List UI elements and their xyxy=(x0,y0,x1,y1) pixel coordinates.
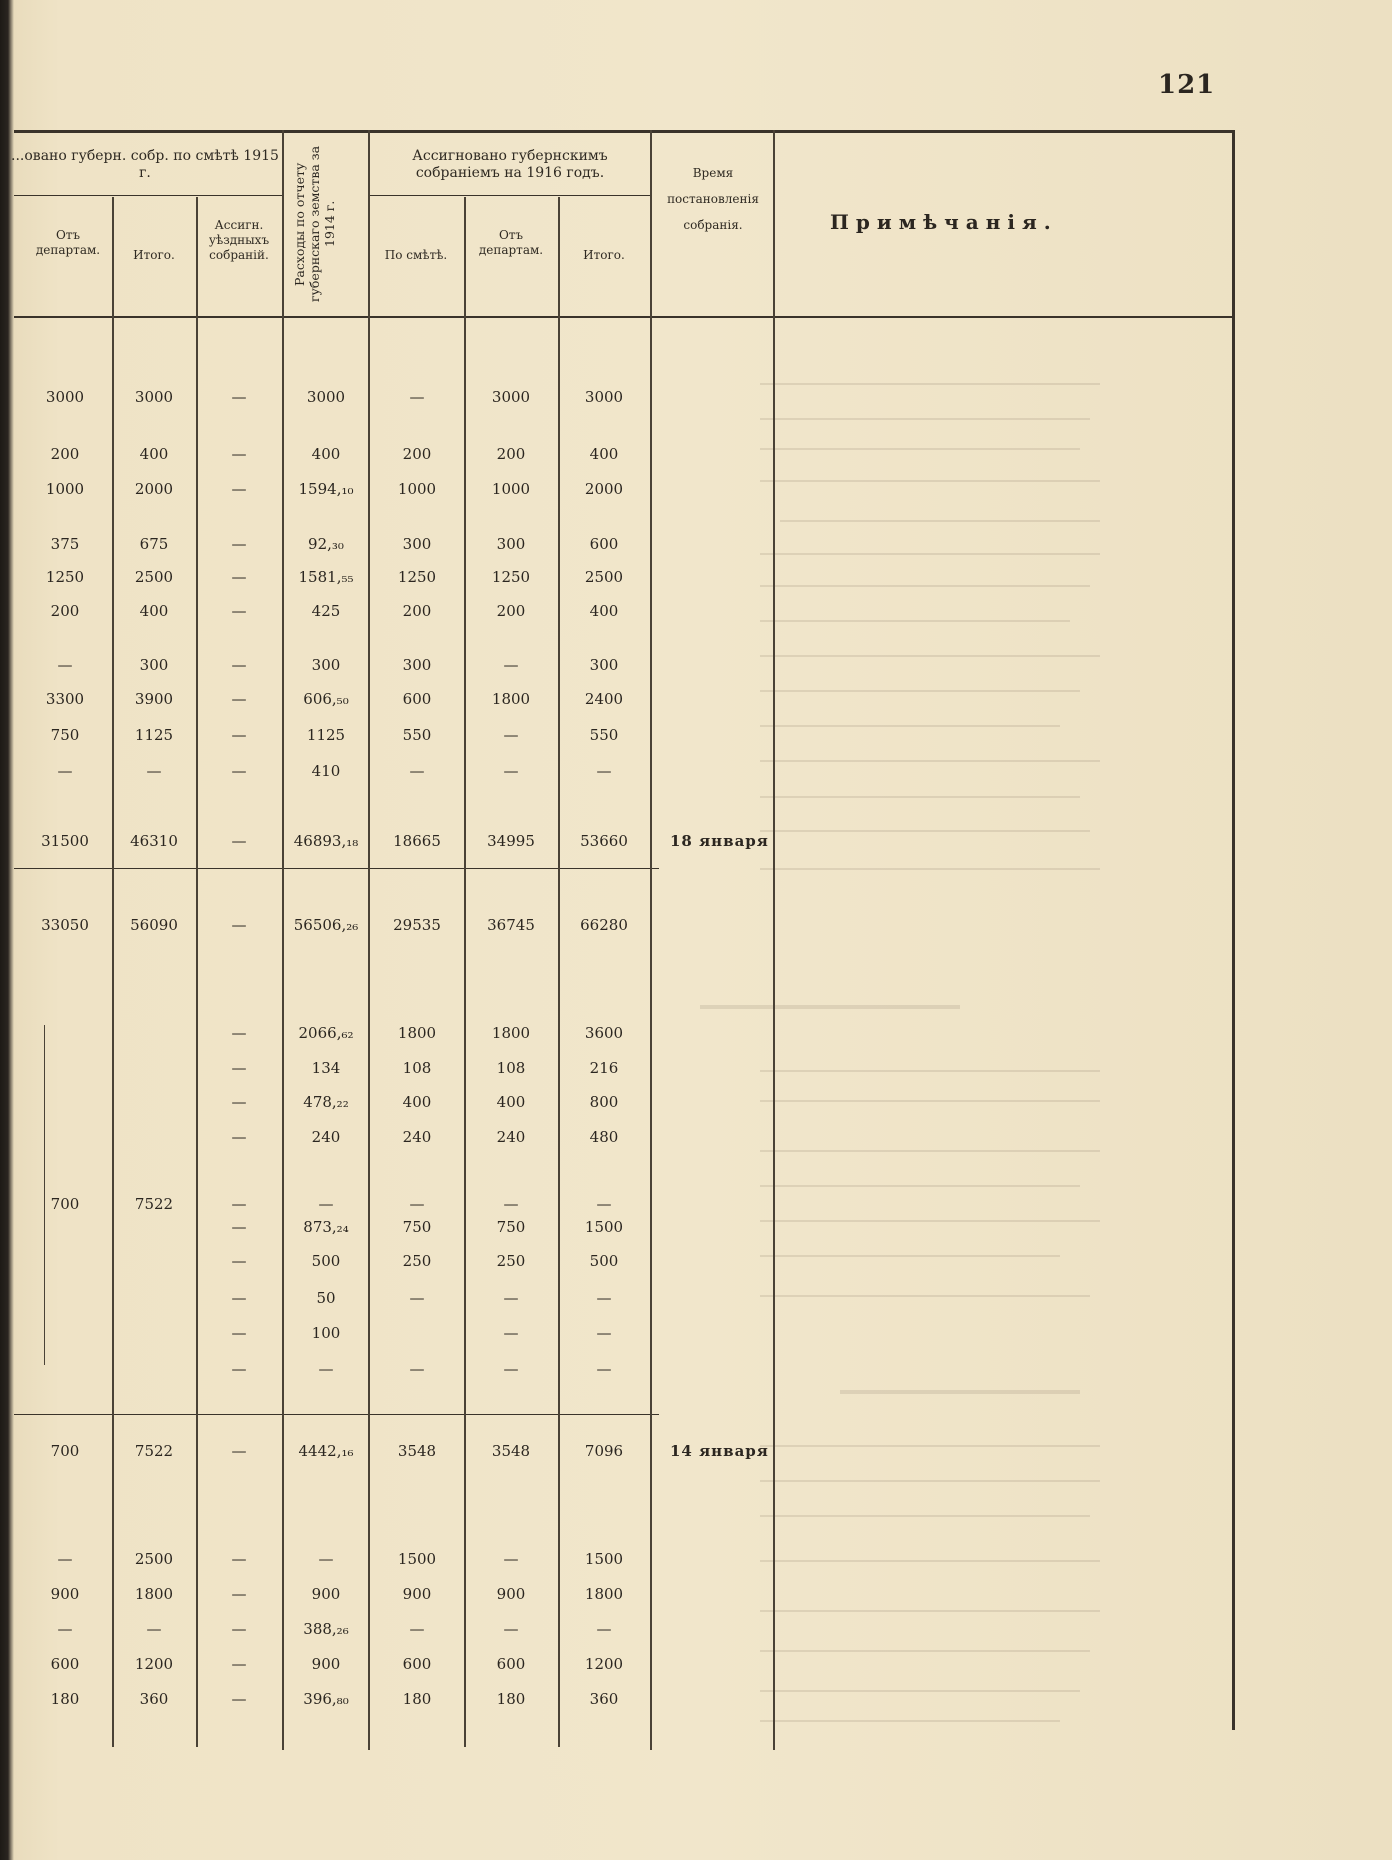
table-cell-e: 900 xyxy=(402,1585,432,1603)
table-cell-g: — xyxy=(596,1195,612,1213)
table-cell-c: — xyxy=(231,1585,247,1603)
table-cell-f: 240 xyxy=(496,1128,526,1146)
table-cell-e: 550 xyxy=(402,726,432,744)
table-cell-e: 300 xyxy=(402,656,432,674)
table-cell-g: 550 xyxy=(589,726,619,744)
table-cell-f: 1800 xyxy=(491,1024,531,1042)
table-cell-b: — xyxy=(146,762,162,780)
table-cell-d: 500 xyxy=(311,1252,341,1270)
table-cell-d: 46893,₁₈ xyxy=(293,832,359,850)
table-cell-e: — xyxy=(409,1360,425,1378)
table-cell-b: 46310 xyxy=(130,832,178,850)
table-cell-d: 388,₂₆ xyxy=(303,1620,349,1638)
table-cell-a: — xyxy=(57,1620,73,1638)
table-cell-a: 200 xyxy=(50,445,80,463)
table-cell-f: — xyxy=(503,1360,519,1378)
table-cell-c: — xyxy=(231,1128,247,1146)
table-cell-d: — xyxy=(318,1550,334,1568)
header-1915: ...овано губерн. собр. по смѣтѣ 1915 г. xyxy=(11,148,279,181)
table-cell-g: 1500 xyxy=(584,1218,624,1236)
table-cell-c: — xyxy=(231,916,247,934)
table-cell-b: 1200 xyxy=(134,1655,174,1673)
table-cell-c: — xyxy=(231,1289,247,1307)
table-cell-b: 7522 xyxy=(134,1442,174,1460)
table-cell-g: 500 xyxy=(589,1252,619,1270)
table-cell-g: 800 xyxy=(589,1093,619,1111)
table-cell-b: 1125 xyxy=(134,726,174,744)
table-cell-a: 3300 xyxy=(45,690,85,708)
table-cell-f: 750 xyxy=(496,1218,526,1236)
table-cell-e: 300 xyxy=(402,535,432,553)
table-cell-d: 873,₂₄ xyxy=(303,1218,349,1236)
table-cell-b: 2000 xyxy=(134,480,174,498)
table-cell-c: — xyxy=(231,1655,247,1673)
table-cell-d: 2066,₆₂ xyxy=(298,1024,354,1042)
table-cell-d: 4442,₁₆ xyxy=(298,1442,354,1460)
table-cell-d: 425 xyxy=(311,602,341,620)
table-cell-f: 900 xyxy=(496,1585,526,1603)
table-cell-g: — xyxy=(596,1289,612,1307)
table-cell-f: 1250 xyxy=(491,568,531,586)
table-cell-b: 3900 xyxy=(134,690,174,708)
table-cell-g: 480 xyxy=(589,1128,619,1146)
table-cell-g: 216 xyxy=(589,1059,619,1077)
table-cell-a: 200 xyxy=(50,602,80,620)
table-cell-g: 600 xyxy=(589,535,619,553)
table-cell-g: — xyxy=(596,762,612,780)
table-cell-b: 56090 xyxy=(130,916,178,934)
right-border xyxy=(1232,130,1235,1730)
table-cell-e: 1250 xyxy=(397,568,437,586)
table-cell-e: 750 xyxy=(402,1218,432,1236)
table-cell-e: 18665 xyxy=(393,832,441,850)
table-cell-b: 360 xyxy=(139,1690,169,1708)
table-cell-f: 108 xyxy=(496,1059,526,1077)
table-cell-e: 1800 xyxy=(397,1024,437,1042)
table-cell-d: 900 xyxy=(311,1655,341,1673)
table-cell-f: 600 xyxy=(496,1655,526,1673)
table-cell-a: 900 xyxy=(50,1585,80,1603)
header-departam-1916: Отъ департам. xyxy=(478,228,544,257)
table-cell-c: — xyxy=(231,690,247,708)
table-cell-e: 600 xyxy=(402,690,432,708)
table-cell-c: — xyxy=(231,1620,247,1638)
header-departam: Отъ департам. xyxy=(35,228,101,257)
table-cell-b: 3000 xyxy=(134,388,174,406)
table-cell-b: 400 xyxy=(139,602,169,620)
table-cell-e: — xyxy=(409,1620,425,1638)
table-cell-e: 200 xyxy=(402,445,432,463)
table-cell-e: — xyxy=(409,388,425,406)
table-cell-f: — xyxy=(503,726,519,744)
header-rashody: Расходы по отчету губернскаго земства за 1914 г. xyxy=(292,145,337,303)
table-cell-c: — xyxy=(231,1093,247,1111)
table-cell-a: 700 xyxy=(50,1195,80,1213)
table-cell-f: 1000 xyxy=(491,480,531,498)
table-cell-c: — xyxy=(231,1059,247,1077)
table-cell-f: 200 xyxy=(496,445,526,463)
table-cell-e: 29535 xyxy=(393,916,441,934)
header-uezd: Ассигн. уѣздныхъ собраній. xyxy=(208,218,270,262)
table-cell-e: — xyxy=(409,762,425,780)
table-cell-c: — xyxy=(231,1550,247,1568)
table-cell-g: — xyxy=(596,1360,612,1378)
table-cell-f: 3548 xyxy=(491,1442,531,1460)
table-cell-e: 200 xyxy=(402,602,432,620)
table-cell-g: 400 xyxy=(589,445,619,463)
table-cell-d: 50 xyxy=(316,1289,336,1307)
table-cell-b: 675 xyxy=(139,535,169,553)
table-cell-g: 3000 xyxy=(584,388,624,406)
table-cell-f: — xyxy=(503,1620,519,1638)
table-cell-g: 400 xyxy=(589,602,619,620)
table-cell-e: — xyxy=(409,1289,425,1307)
table-cell-g: 7096 xyxy=(584,1442,624,1460)
table-cell-b: — xyxy=(146,1620,162,1638)
table-cell-b: 2500 xyxy=(134,568,174,586)
table-cell-d: 1581,₅₅ xyxy=(298,568,354,586)
table-cell-g: — xyxy=(596,1324,612,1342)
table-cell-d: 92,₃₀ xyxy=(308,535,344,553)
header-vremya: Время постановленія собранія. xyxy=(667,166,759,232)
table-cell-e: 1500 xyxy=(397,1550,437,1568)
page-number: 121 xyxy=(1158,70,1216,100)
table-cell-g: 53660 xyxy=(580,832,628,850)
table-cell-d: 100 xyxy=(311,1324,341,1342)
table-cell-a: 31500 xyxy=(41,832,89,850)
table-cell-c: — xyxy=(231,1442,247,1460)
table-cell-d: 900 xyxy=(311,1585,341,1603)
table-cell-e: 3548 xyxy=(397,1442,437,1460)
table-cell-a: 1250 xyxy=(45,568,85,586)
table-cell-g: 2000 xyxy=(584,480,624,498)
table-cell-b: 2500 xyxy=(134,1550,174,1568)
table-cell-a: 375 xyxy=(50,535,80,553)
session-date: 14 января xyxy=(670,1442,769,1460)
table-cell-a: — xyxy=(57,1550,73,1568)
table-cell-d: 478,₂₂ xyxy=(303,1093,349,1111)
table-cell-d: 410 xyxy=(311,762,341,780)
table-cell-g: 300 xyxy=(589,656,619,674)
top-rule xyxy=(14,130,1234,133)
table-cell-d: 396,₈₀ xyxy=(303,1690,349,1708)
table-cell-f: 3000 xyxy=(491,388,531,406)
table-cell-g: 1800 xyxy=(584,1585,624,1603)
table-cell-d: — xyxy=(318,1195,334,1213)
table-cell-c: — xyxy=(231,832,247,850)
table-cell-c: — xyxy=(231,1024,247,1042)
table-cell-e: 108 xyxy=(402,1059,432,1077)
table-cell-f: — xyxy=(503,1289,519,1307)
table-cell-f: — xyxy=(503,1324,519,1342)
session-date: 18 января xyxy=(670,832,769,850)
header-smeta: По смѣтѣ. xyxy=(384,248,448,262)
header-itogo-1916: Итого. xyxy=(583,248,625,262)
header-itogo: Итого. xyxy=(133,248,175,262)
table-cell-b: 7522 xyxy=(134,1195,174,1213)
table-cell-f: 34995 xyxy=(487,832,535,850)
table-cell-f: 36745 xyxy=(487,916,535,934)
table-cell-g: — xyxy=(596,1620,612,1638)
table-cell-a: 750 xyxy=(50,726,80,744)
table-cell-e: 400 xyxy=(402,1093,432,1111)
table-cell-d: 1125 xyxy=(306,726,346,744)
table-cell-f: 250 xyxy=(496,1252,526,1270)
table-cell-f: 300 xyxy=(496,535,526,553)
table-cell-f: — xyxy=(503,1195,519,1213)
table-cell-c: — xyxy=(231,388,247,406)
table-cell-d: 240 xyxy=(311,1128,341,1146)
table-cell-b: 300 xyxy=(139,656,169,674)
table-cell-b: 400 xyxy=(139,445,169,463)
table-cell-e: 1000 xyxy=(397,480,437,498)
table-cell-g: 1500 xyxy=(584,1550,624,1568)
table-cell-f: — xyxy=(503,762,519,780)
table-cell-g: 2400 xyxy=(584,690,624,708)
table-cell-f: 1800 xyxy=(491,690,531,708)
table-cell-f: — xyxy=(503,1550,519,1568)
table-cell-g: 66280 xyxy=(580,916,628,934)
table-cell-c: — xyxy=(231,726,247,744)
table-cell-f: 400 xyxy=(496,1093,526,1111)
table-cell-f: — xyxy=(503,656,519,674)
table-cell-a: — xyxy=(57,762,73,780)
header-notes: Примѣчанія. xyxy=(830,210,1058,234)
header-1916: Ассигновано губернскимъ собраніемъ на 1916 годъ. xyxy=(412,148,608,181)
table-cell-c: — xyxy=(231,1252,247,1270)
table-cell-c: — xyxy=(231,762,247,780)
table-cell-a: 600 xyxy=(50,1655,80,1673)
table-cell-b: 1800 xyxy=(134,1585,174,1603)
table-cell-a: 3000 xyxy=(45,388,85,406)
table-cell-e: 250 xyxy=(402,1252,432,1270)
table-cell-a: 700 xyxy=(50,1442,80,1460)
table-cell-g: 1200 xyxy=(584,1655,624,1673)
table-cell-g: 3600 xyxy=(584,1024,624,1042)
table-cell-e: 600 xyxy=(402,1655,432,1673)
table-cell-c: — xyxy=(231,602,247,620)
table-cell-c: — xyxy=(231,480,247,498)
table-cell-d: 300 xyxy=(311,656,341,674)
table-cell-g: 2500 xyxy=(584,568,624,586)
table-cell-c: — xyxy=(231,1195,247,1213)
table-cell-c: — xyxy=(231,1690,247,1708)
table-cell-d: 56506,₂₆ xyxy=(293,916,359,934)
table-cell-f: 180 xyxy=(496,1690,526,1708)
table-cell-a: 33050 xyxy=(41,916,89,934)
table-cell-e: — xyxy=(409,1195,425,1213)
table-cell-e: 240 xyxy=(402,1128,432,1146)
table-cell-c: — xyxy=(231,656,247,674)
table-cell-c: — xyxy=(231,445,247,463)
table-cell-c: — xyxy=(231,1360,247,1378)
table-cell-d: 400 xyxy=(311,445,341,463)
table-cell-d: 134 xyxy=(311,1059,341,1077)
table-cell-g: 360 xyxy=(589,1690,619,1708)
table-cell-c: — xyxy=(231,568,247,586)
table-cell-c: — xyxy=(231,535,247,553)
table-cell-c: — xyxy=(231,1218,247,1236)
table-cell-a: — xyxy=(57,656,73,674)
table-cell-d: 606,₅₀ xyxy=(303,690,349,708)
table-cell-f: 200 xyxy=(496,602,526,620)
table-cell-d: — xyxy=(318,1360,334,1378)
table-cell-a: 180 xyxy=(50,1690,80,1708)
table-cell-d: 3000 xyxy=(306,388,346,406)
table-cell-c: — xyxy=(231,1324,247,1342)
table-cell-a: 1000 xyxy=(45,480,85,498)
table-cell-e: 180 xyxy=(402,1690,432,1708)
table-cell-d: 1594,₁₀ xyxy=(298,480,354,498)
